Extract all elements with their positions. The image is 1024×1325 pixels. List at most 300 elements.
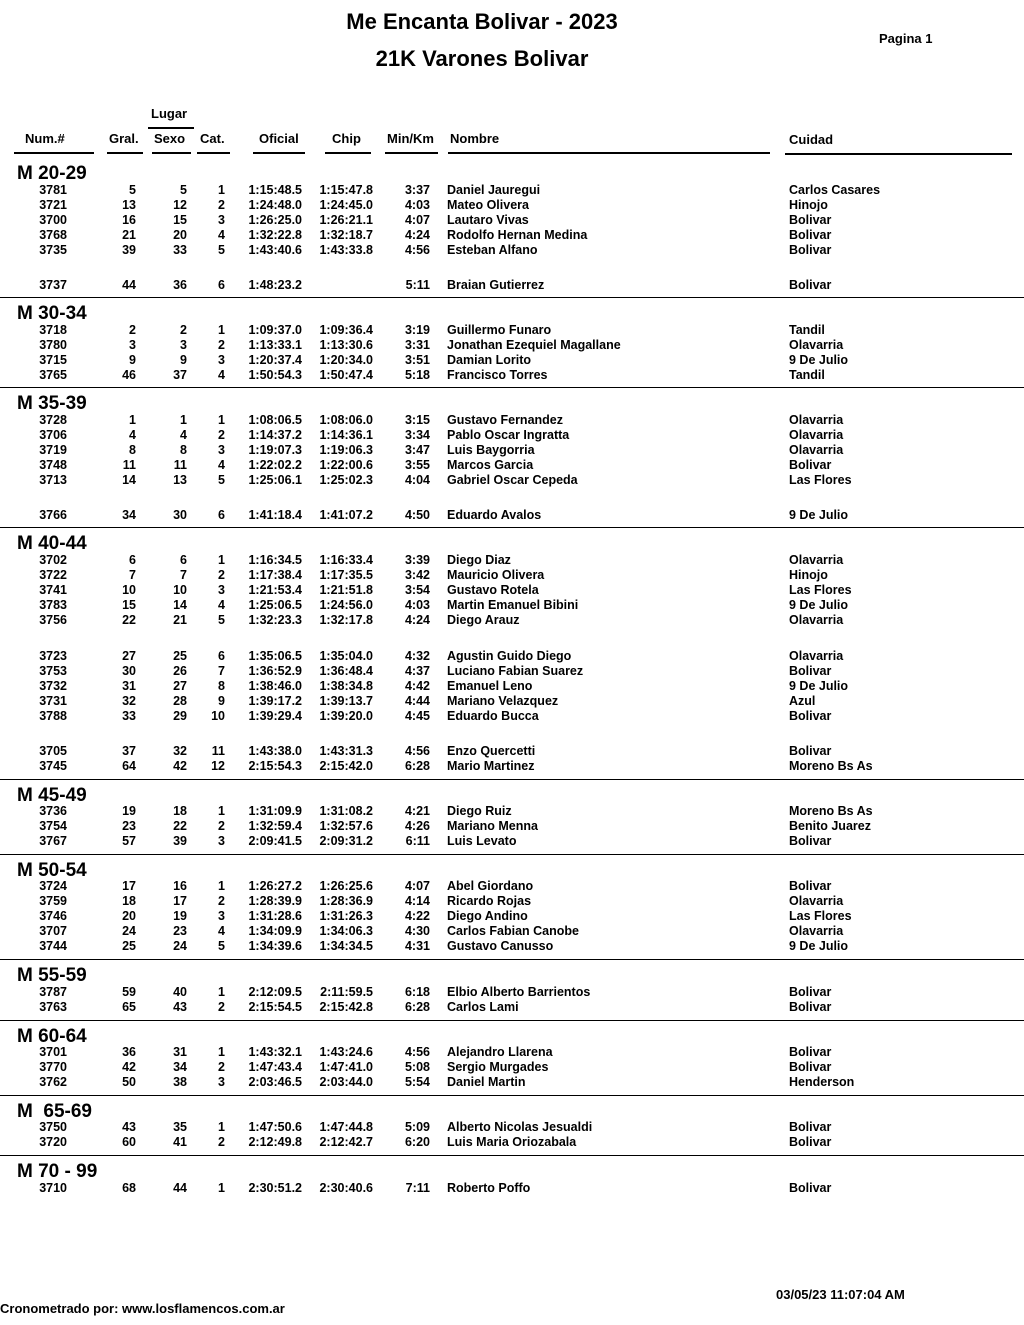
place-overall: 64 (122, 759, 136, 773)
place-overall: 39 (122, 243, 136, 257)
city: Tandil (789, 368, 825, 382)
place-gender: 24 (173, 939, 187, 953)
place-overall: 37 (122, 744, 136, 758)
table-row (0, 183, 1024, 198)
chip-time: 2:30:40.6 (319, 1181, 373, 1195)
bib-number: 3756 (39, 613, 67, 627)
chip-time: 2:03:44.0 (319, 1075, 373, 1089)
official-time: 1:41:18.4 (248, 508, 302, 522)
place-category: 3 (218, 909, 225, 923)
pace: 5:09 (404, 1120, 430, 1134)
place-gender: 44 (173, 1181, 187, 1195)
runner-name: Lautaro Vivas (447, 213, 529, 227)
city: Bolivar (789, 278, 832, 292)
bib-number: 3700 (39, 213, 67, 227)
official-time: 1:26:25.0 (248, 213, 302, 227)
pace: 3:39 (404, 553, 430, 567)
place-category: 4 (218, 924, 225, 938)
pace: 4:03 (404, 598, 430, 612)
place-overall: 44 (122, 278, 136, 292)
place-category: 5 (218, 939, 225, 953)
header-underline (785, 153, 1012, 155)
city: Henderson (789, 1075, 855, 1089)
place-gender: 1 (180, 413, 187, 427)
pace: 4:14 (404, 894, 430, 908)
official-time: 1:43:38.0 (248, 744, 302, 758)
place-gender: 7 (180, 568, 187, 582)
chip-time: 2:15:42.8 (319, 1000, 373, 1014)
place-overall: 22 (122, 613, 136, 627)
col-gral: Gral. (109, 131, 139, 146)
pace: 4:42 (404, 679, 430, 693)
chip-time: 1:41:07.2 (319, 508, 373, 522)
place-category: 2 (218, 568, 225, 582)
city: Bolivar (789, 1060, 832, 1074)
category-heading: M 55-59 (17, 965, 87, 986)
bib-number: 3706 (39, 428, 67, 442)
city: Bolivar (789, 228, 832, 242)
official-time: 2:30:51.2 (248, 1181, 302, 1195)
chip-time: 1:43:33.8 (319, 243, 373, 257)
pace: 4:21 (404, 804, 430, 818)
pace: 4:56 (404, 1045, 430, 1059)
runner-name: Gustavo Rotela (447, 583, 539, 597)
official-time: 1:34:09.9 (248, 924, 302, 938)
bib-number: 3781 (39, 183, 67, 197)
category-divider (0, 779, 1024, 780)
place-overall: 18 (122, 894, 136, 908)
place-overall: 59 (122, 985, 136, 999)
place-category: 1 (218, 413, 225, 427)
official-time: 1:32:23.3 (248, 613, 302, 627)
runner-name: Rodolfo Hernan Medina (447, 228, 588, 242)
chip-time: 1:32:17.8 (319, 613, 373, 627)
official-time: 1:39:17.2 (248, 694, 302, 708)
header-underline (325, 152, 371, 154)
place-overall: 23 (122, 819, 136, 833)
official-time: 1:47:43.4 (248, 1060, 302, 1074)
official-time: 1:13:33.1 (248, 338, 302, 352)
chip-time: 1:32:57.6 (319, 819, 373, 833)
place-category: 2 (218, 1135, 225, 1149)
pace: 4:07 (404, 213, 430, 227)
bib-number: 3768 (39, 228, 67, 242)
place-overall: 30 (122, 664, 136, 678)
header-underline (107, 152, 143, 154)
chip-time: 2:12:42.7 (319, 1135, 373, 1149)
place-overall: 1 (129, 413, 136, 427)
place-overall: 11 (122, 458, 136, 472)
place-category: 3 (218, 1075, 225, 1089)
table-row (0, 338, 1024, 353)
pace: 3:34 (404, 428, 430, 442)
city: 9 De Julio (789, 939, 849, 953)
place-category: 2 (218, 198, 225, 212)
bib-number: 3710 (39, 1181, 67, 1195)
chip-time: 1:34:34.5 (319, 939, 373, 953)
place-gender: 33 (173, 243, 187, 257)
place-gender: 39 (173, 834, 187, 848)
place-gender: 15 (173, 213, 187, 227)
chip-time: 1:24:56.0 (319, 598, 373, 612)
runner-name: Damian Lorito (447, 353, 532, 367)
place-category: 2 (218, 338, 225, 352)
official-time: 1:08:06.5 (248, 413, 302, 427)
bib-number: 3722 (39, 568, 67, 582)
place-gender: 36 (173, 278, 187, 292)
header-underline (197, 152, 230, 154)
place-gender: 21 (173, 613, 187, 627)
bib-number: 3728 (39, 413, 67, 427)
runner-name: Diego Andino (447, 909, 528, 923)
official-time: 1:47:50.6 (248, 1120, 302, 1134)
official-time: 1:26:27.2 (248, 879, 302, 893)
city: Las Flores (789, 473, 852, 487)
place-overall: 46 (122, 368, 136, 382)
city: Bolivar (789, 985, 832, 999)
bib-number: 3770 (39, 1060, 67, 1074)
header-underline (385, 152, 438, 154)
runner-name: Gabriel Oscar Cepeda (447, 473, 578, 487)
table-row (0, 228, 1024, 243)
bib-number: 3750 (39, 1120, 67, 1134)
official-time: 1:17:38.4 (248, 568, 302, 582)
bib-number: 3736 (39, 804, 67, 818)
pace: 5:08 (404, 1060, 430, 1074)
official-time: 2:12:09.5 (248, 985, 302, 999)
runner-name: Gustavo Canusso (447, 939, 554, 953)
chip-time: 1:47:41.0 (319, 1060, 373, 1074)
pace: 4:03 (404, 198, 430, 212)
place-overall: 36 (122, 1045, 136, 1059)
pace: 4:44 (404, 694, 430, 708)
chip-time: 1:21:51.8 (319, 583, 373, 597)
pace: 4:31 (404, 939, 430, 953)
place-gender: 37 (173, 368, 187, 382)
bib-number: 3702 (39, 553, 67, 567)
table-row (0, 428, 1024, 443)
official-time: 1:50:54.3 (248, 368, 302, 382)
chip-time: 1:22:00.6 (319, 458, 373, 472)
place-category: 11 (211, 744, 225, 758)
category-divider (0, 527, 1024, 528)
place-gender: 12 (173, 198, 187, 212)
timing-credit: Cronometrado por: www.losflamencos.com.ar (0, 1301, 285, 1316)
city: Hinojo (789, 198, 828, 212)
table-row (0, 473, 1024, 488)
runner-name: Esteban Alfano (447, 243, 538, 257)
bib-number: 3731 (39, 694, 67, 708)
category-heading: M 35-39 (17, 393, 87, 414)
table-row (0, 679, 1024, 694)
place-category: 4 (218, 598, 225, 612)
pace: 5:18 (404, 368, 430, 382)
city: Olavarria (789, 428, 844, 442)
place-gender: 41 (173, 1135, 187, 1149)
runner-name: Ricardo Rojas (447, 894, 532, 908)
pace: 6:11 (405, 834, 430, 848)
pace: 4:32 (404, 649, 430, 663)
place-category: 1 (218, 985, 225, 999)
place-gender: 42 (173, 759, 187, 773)
chip-time: 1:26:25.6 (319, 879, 373, 893)
place-gender: 29 (173, 709, 187, 723)
place-category: 3 (218, 834, 225, 848)
pace: 4:56 (404, 744, 430, 758)
official-time: 2:15:54.5 (248, 1000, 302, 1014)
bib-number: 3788 (39, 709, 67, 723)
place-gender: 2 (180, 323, 187, 337)
bib-number: 3767 (39, 834, 67, 848)
place-gender: 26 (173, 664, 187, 678)
bib-number: 3718 (39, 323, 67, 337)
header-underline (14, 152, 94, 154)
pace: 6:28 (404, 1000, 430, 1014)
city: Olavarria (789, 894, 844, 908)
city: Bolivar (789, 458, 832, 472)
col-chip: Chip (332, 131, 361, 146)
category-divider (0, 1020, 1024, 1021)
pace: 3:47 (404, 443, 430, 457)
city: Olavarria (789, 413, 844, 427)
place-category: 3 (218, 443, 225, 457)
city: Olavarria (789, 443, 844, 457)
chip-time: 1:09:36.4 (319, 323, 373, 337)
place-overall: 16 (122, 213, 136, 227)
bib-number: 3783 (39, 598, 67, 612)
col-sexo: Sexo (154, 131, 186, 146)
table-row (0, 213, 1024, 228)
runner-name: Mario Martinez (447, 759, 535, 773)
pace: 3:15 (404, 413, 430, 427)
table-row (0, 744, 1024, 759)
runner-name: Marcos Garcia (447, 458, 534, 472)
header-underline (148, 127, 194, 129)
official-time: 2:03:46.5 (248, 1075, 302, 1089)
pace: 4:26 (404, 819, 430, 833)
city: 9 De Julio (789, 598, 849, 612)
bib-number: 3741 (39, 583, 67, 597)
bib-number: 3701 (39, 1045, 67, 1059)
official-time: 1:32:22.8 (248, 228, 302, 242)
pace: 6:18 (404, 985, 430, 999)
pace: 3:42 (404, 568, 430, 582)
chip-time: 1:39:20.0 (319, 709, 373, 723)
place-gender: 14 (173, 598, 187, 612)
bib-number: 3721 (39, 198, 67, 212)
city: Tandil (789, 323, 825, 337)
table-row (0, 443, 1024, 458)
place-gender: 27 (173, 679, 187, 693)
official-time: 1:22:02.2 (248, 458, 302, 472)
table-row (0, 1045, 1024, 1060)
runner-name: Mariano Menna (447, 819, 538, 833)
place-overall: 43 (122, 1120, 136, 1134)
place-gender: 8 (180, 443, 187, 457)
col-ciudad: Cuidad (789, 132, 834, 147)
table-row (0, 804, 1024, 819)
category-heading: M 70 - 99 (17, 1161, 98, 1182)
place-gender: 11 (173, 458, 187, 472)
runner-name: Luciano Fabian Suarez (447, 664, 584, 678)
city: Bolivar (789, 1045, 832, 1059)
place-gender: 13 (173, 473, 187, 487)
pace: 4:07 (404, 879, 430, 893)
place-overall: 14 (122, 473, 136, 487)
place-gender: 9 (180, 353, 187, 367)
chip-time: 1:25:02.3 (319, 473, 373, 487)
table-row (0, 613, 1024, 628)
city: Olavarria (789, 338, 844, 352)
place-overall: 21 (122, 228, 136, 242)
bib-number: 3719 (39, 443, 67, 457)
table-row (0, 924, 1024, 939)
place-gender: 31 (173, 1045, 187, 1059)
place-category: 1 (218, 879, 225, 893)
city: Moreno Bs As (789, 804, 873, 818)
place-overall: 4 (129, 428, 136, 442)
official-time: 1:09:37.0 (248, 323, 302, 337)
official-time: 1:34:39.6 (248, 939, 302, 953)
place-overall: 65 (122, 1000, 136, 1014)
runner-name: Gustavo Fernandez (447, 413, 563, 427)
place-overall: 32 (122, 694, 136, 708)
chip-time: 1:16:33.4 (319, 553, 373, 567)
runner-name: Martin Emanuel Bibini (447, 598, 579, 612)
official-time: 1:35:06.5 (248, 649, 302, 663)
chip-time: 1:36:48.4 (319, 664, 373, 678)
chip-time: 1:34:06.3 (319, 924, 373, 938)
place-gender: 32 (173, 744, 187, 758)
pace: 4:24 (404, 228, 430, 242)
official-time: 1:20:37.4 (248, 353, 302, 367)
header-underline (448, 152, 770, 154)
city: Bolivar (789, 879, 832, 893)
city: 9 De Julio (789, 679, 849, 693)
pace: 4:56 (404, 243, 430, 257)
place-gender: 43 (173, 1000, 187, 1014)
chip-time: 1:26:21.1 (319, 213, 373, 227)
official-time: 1:43:40.6 (248, 243, 302, 257)
place-category: 6 (218, 278, 225, 292)
place-category: 4 (218, 458, 225, 472)
bib-number: 3705 (39, 744, 67, 758)
header-underline (152, 152, 191, 154)
table-row (0, 694, 1024, 709)
pace: 6:28 (404, 759, 430, 773)
place-overall: 60 (122, 1135, 136, 1149)
col-minkm: Min/Km (387, 131, 434, 146)
chip-time: 1:24:45.0 (319, 198, 373, 212)
chip-time: 1:17:35.5 (319, 568, 373, 582)
place-category: 1 (218, 553, 225, 567)
runner-name: Roberto Poffo (447, 1181, 531, 1195)
runner-name: Alberto Nicolas Jesualdi (447, 1120, 593, 1134)
place-overall: 7 (129, 568, 136, 582)
place-gender: 10 (173, 583, 187, 597)
city: Las Flores (789, 909, 852, 923)
place-overall: 13 (122, 198, 136, 212)
table-row (0, 198, 1024, 213)
place-gender: 19 (173, 909, 187, 923)
pace: 4:50 (404, 508, 430, 522)
category-heading: M 60-64 (17, 1026, 87, 1047)
city: Bolivar (789, 834, 832, 848)
official-time: 1:38:46.0 (248, 679, 302, 693)
pace: 6:20 (404, 1135, 430, 1149)
table-row (0, 1135, 1024, 1150)
table-row (0, 368, 1024, 383)
col-group-lugar: Lugar (151, 106, 188, 121)
runner-name: Daniel Martin (447, 1075, 526, 1089)
pace: 3:54 (404, 583, 430, 597)
runner-name: Enzo Quercetti (447, 744, 536, 758)
chip-time: 1:08:06.0 (319, 413, 373, 427)
chip-time: 1:20:34.0 (319, 353, 373, 367)
runner-name: Abel Giordano (447, 879, 534, 893)
category-heading: M 50-54 (17, 860, 87, 881)
category-divider (0, 854, 1024, 855)
place-overall: 3 (129, 338, 136, 352)
place-overall: 25 (122, 939, 136, 953)
place-gender: 17 (173, 894, 187, 908)
place-overall: 68 (122, 1181, 136, 1195)
runner-name: Francisco Torres (447, 368, 548, 382)
table-row (0, 1120, 1024, 1135)
chip-time: 2:09:31.2 (319, 834, 373, 848)
table-row (0, 909, 1024, 924)
place-gender: 25 (173, 649, 187, 663)
place-overall: 31 (122, 679, 136, 693)
official-time: 1:21:53.4 (248, 583, 302, 597)
runner-name: Guillermo Funaro (447, 323, 552, 337)
bib-number: 3720 (39, 1135, 67, 1149)
official-time: 1:31:09.9 (248, 804, 302, 818)
official-time: 1:36:52.9 (248, 664, 302, 678)
table-row (0, 278, 1024, 293)
bib-number: 3713 (39, 473, 67, 487)
official-time: 1:43:32.1 (248, 1045, 302, 1059)
bib-number: 3766 (39, 508, 67, 522)
page-subtitle: 21K Varones Bolivar (375, 46, 589, 71)
place-overall: 50 (122, 1075, 136, 1089)
table-row (0, 759, 1024, 774)
pace: 3:37 (404, 183, 430, 197)
category-heading: M 30-34 (17, 303, 87, 324)
runner-name: Carlos Lami (447, 1000, 519, 1014)
bib-number: 3724 (39, 879, 67, 893)
col-num: Num.# (25, 131, 65, 146)
city: Moreno Bs As (789, 759, 873, 773)
city: 9 De Julio (789, 508, 849, 522)
report-timestamp: 03/05/23 11:07:04 AM (776, 1287, 905, 1302)
place-category: 1 (218, 183, 225, 197)
place-gender: 38 (173, 1075, 187, 1089)
table-row (0, 1181, 1024, 1196)
place-category: 2 (218, 894, 225, 908)
table-row (0, 323, 1024, 338)
place-category: 1 (218, 804, 225, 818)
official-time: 2:15:54.3 (248, 759, 302, 773)
place-gender: 22 (173, 819, 187, 833)
place-category: 1 (218, 1120, 225, 1134)
place-overall: 6 (129, 553, 136, 567)
table-row (0, 834, 1024, 849)
place-overall: 33 (122, 709, 136, 723)
place-category: 2 (218, 1060, 225, 1074)
chip-time: 1:15:47.8 (319, 183, 373, 197)
bib-number: 3737 (39, 278, 67, 292)
